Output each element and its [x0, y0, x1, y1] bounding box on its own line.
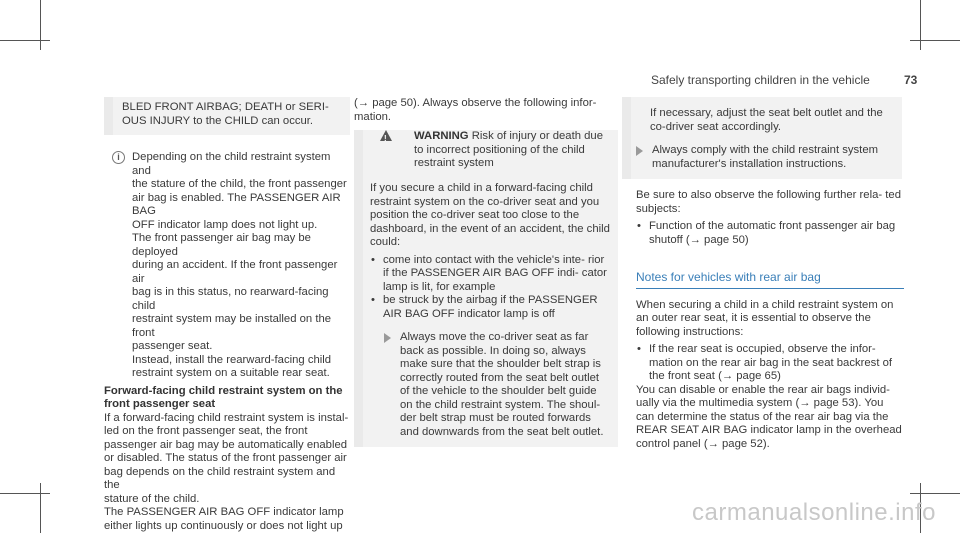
crop-mark — [910, 40, 960, 41]
intro-text: (→ page 50). Always observe the following infor- mation. — [354, 97, 597, 123]
column-3 — [622, 97, 902, 451]
crop-mark — [0, 493, 50, 494]
body-line: passenger air bag may be automatically enabled — [104, 438, 348, 451]
related-intro: Be sure to also observe the following further rela- ted subjects: — [636, 189, 901, 215]
instruction-step — [370, 331, 610, 439]
section-heading: Forward-facing child restraint system on the front passenger seat — [104, 384, 343, 410]
step-text: Always move the co-driver seat as far back as possible. In doing so, always make sure that the shoulder belt strap is correctly routed from the seat belt outlet of the vehicle to the shoulder belt guide on the child restraint system. The shoul- der belt strap must be routed forwards and downwards from the seat belt outlet. — [400, 331, 604, 438]
tip-line: Depending on the child restraint system and — [132, 151, 331, 177]
warning-list — [370, 254, 610, 322]
related-list — [636, 220, 902, 247]
body-line: or disabled. The status of the front passenger air — [104, 452, 347, 464]
body-line: The PASSENGER AIR BAG OFF indicator lamp — [104, 506, 344, 518]
tip-line: restraint system may be installed on the front — [132, 313, 332, 339]
list-item: • be struck by the airbag if the PASSENGER AIR BAG OFF indicator lamp is off — [370, 294, 610, 321]
crop-mark — [40, 483, 41, 533]
tip-line: Instead, install the rearward-facing child — [132, 353, 332, 366]
warning-triangle-icon: ! — [380, 130, 392, 141]
body-line: either lights up continuously or does not light up — [104, 519, 343, 532]
body-line: If a forward-facing child restraint system is instal- — [104, 411, 349, 424]
body-line: bag depends on the child restraint system and the — [104, 465, 336, 491]
body-line: stature of the child. — [104, 492, 200, 505]
crop-mark — [920, 0, 921, 50]
crop-mark — [40, 0, 41, 50]
box-text: If necessary, adjust the seat belt outlet and the co-driver seat accordingly. — [650, 107, 883, 133]
warning-continuation-box — [622, 97, 902, 179]
warning-header — [370, 130, 610, 171]
warning-continuation-text: BLED FRONT AIRBAG; DEATH or SERI- OUS INJURY to the CHILD can occur. — [122, 101, 329, 127]
tip-line: bag is in this status, no rearward-facing child — [132, 286, 329, 312]
tip-line: during an accident. If the front passenger air — [132, 259, 338, 285]
info-icon: i — [112, 151, 125, 164]
paragraph: You can disable or enable the rear air bags individ- ually via the multimedia system (→ page 53). You can determine the status of the rear air bag via the REAR SEAT AIR BAG indicator lamp in the overhead control panel (→ page 52). — [636, 383, 902, 450]
paragraph: When securing a child in a child restraint system on an outer rear seat, it is essential to observe the following instructions: — [636, 298, 894, 338]
step-arrow-icon — [636, 146, 643, 156]
tip-line: the stature of the child, the front passenger — [132, 178, 347, 190]
instruction-list — [636, 343, 902, 384]
running-header: Safely transporting children in the vehicle — [651, 73, 870, 87]
warning-title: WARNING — [414, 130, 469, 142]
list-item: • If the rear seat is occupied, observe the infor- mation on the rear air bag in the seat backrest of the front seat (→ page 65) — [636, 343, 902, 384]
step-arrow-icon — [384, 333, 391, 343]
tip-line: passenger seat. — [132, 340, 213, 352]
tip-line: restraint system on a suitable rear seat. — [132, 367, 330, 379]
warning-box — [354, 130, 618, 447]
warning-body: If you secure a child in a forward-facing child restraint system on the co-driver seat and you position the co-driver seat too close to the dashboard, in the event of an accident, the child could: — [370, 182, 610, 248]
instruction-step — [636, 144, 894, 171]
section-title: Notes for vehicles with rear air bag — [636, 271, 904, 289]
tip-line: air bag is enabled. The PASSENGER AIR BAG — [132, 191, 341, 217]
tip-note — [104, 151, 350, 381]
list-item: • Function of the automatic front passenger air bag shutoff (→ page 50) — [636, 220, 902, 247]
watermark: carmanualsonline.info — [692, 499, 936, 526]
warning-text: Risk of injury or death due to incorrect positioning of the child restraint system — [414, 130, 603, 169]
crop-mark — [0, 40, 50, 41]
page-number: 73 — [904, 73, 918, 87]
column-2 — [354, 97, 618, 447]
tip-line: OFF indicator lamp does not light up. — [132, 218, 318, 231]
column-1 — [104, 97, 350, 533]
step-text: Always comply with the child restraint system manufacturer's installation instructions. — [652, 144, 879, 170]
body-line: led on the front passenger seat, the front — [104, 425, 308, 437]
tip-line: The front passenger air bag may be deployed — [132, 232, 311, 258]
crop-mark — [910, 493, 960, 494]
list-item: • come into contact with the vehicle's inte- rior if the PASSENGER AIR BAG OFF indi- cator lamp is lit, for example — [370, 254, 610, 295]
warning-continuation-box — [104, 97, 350, 135]
